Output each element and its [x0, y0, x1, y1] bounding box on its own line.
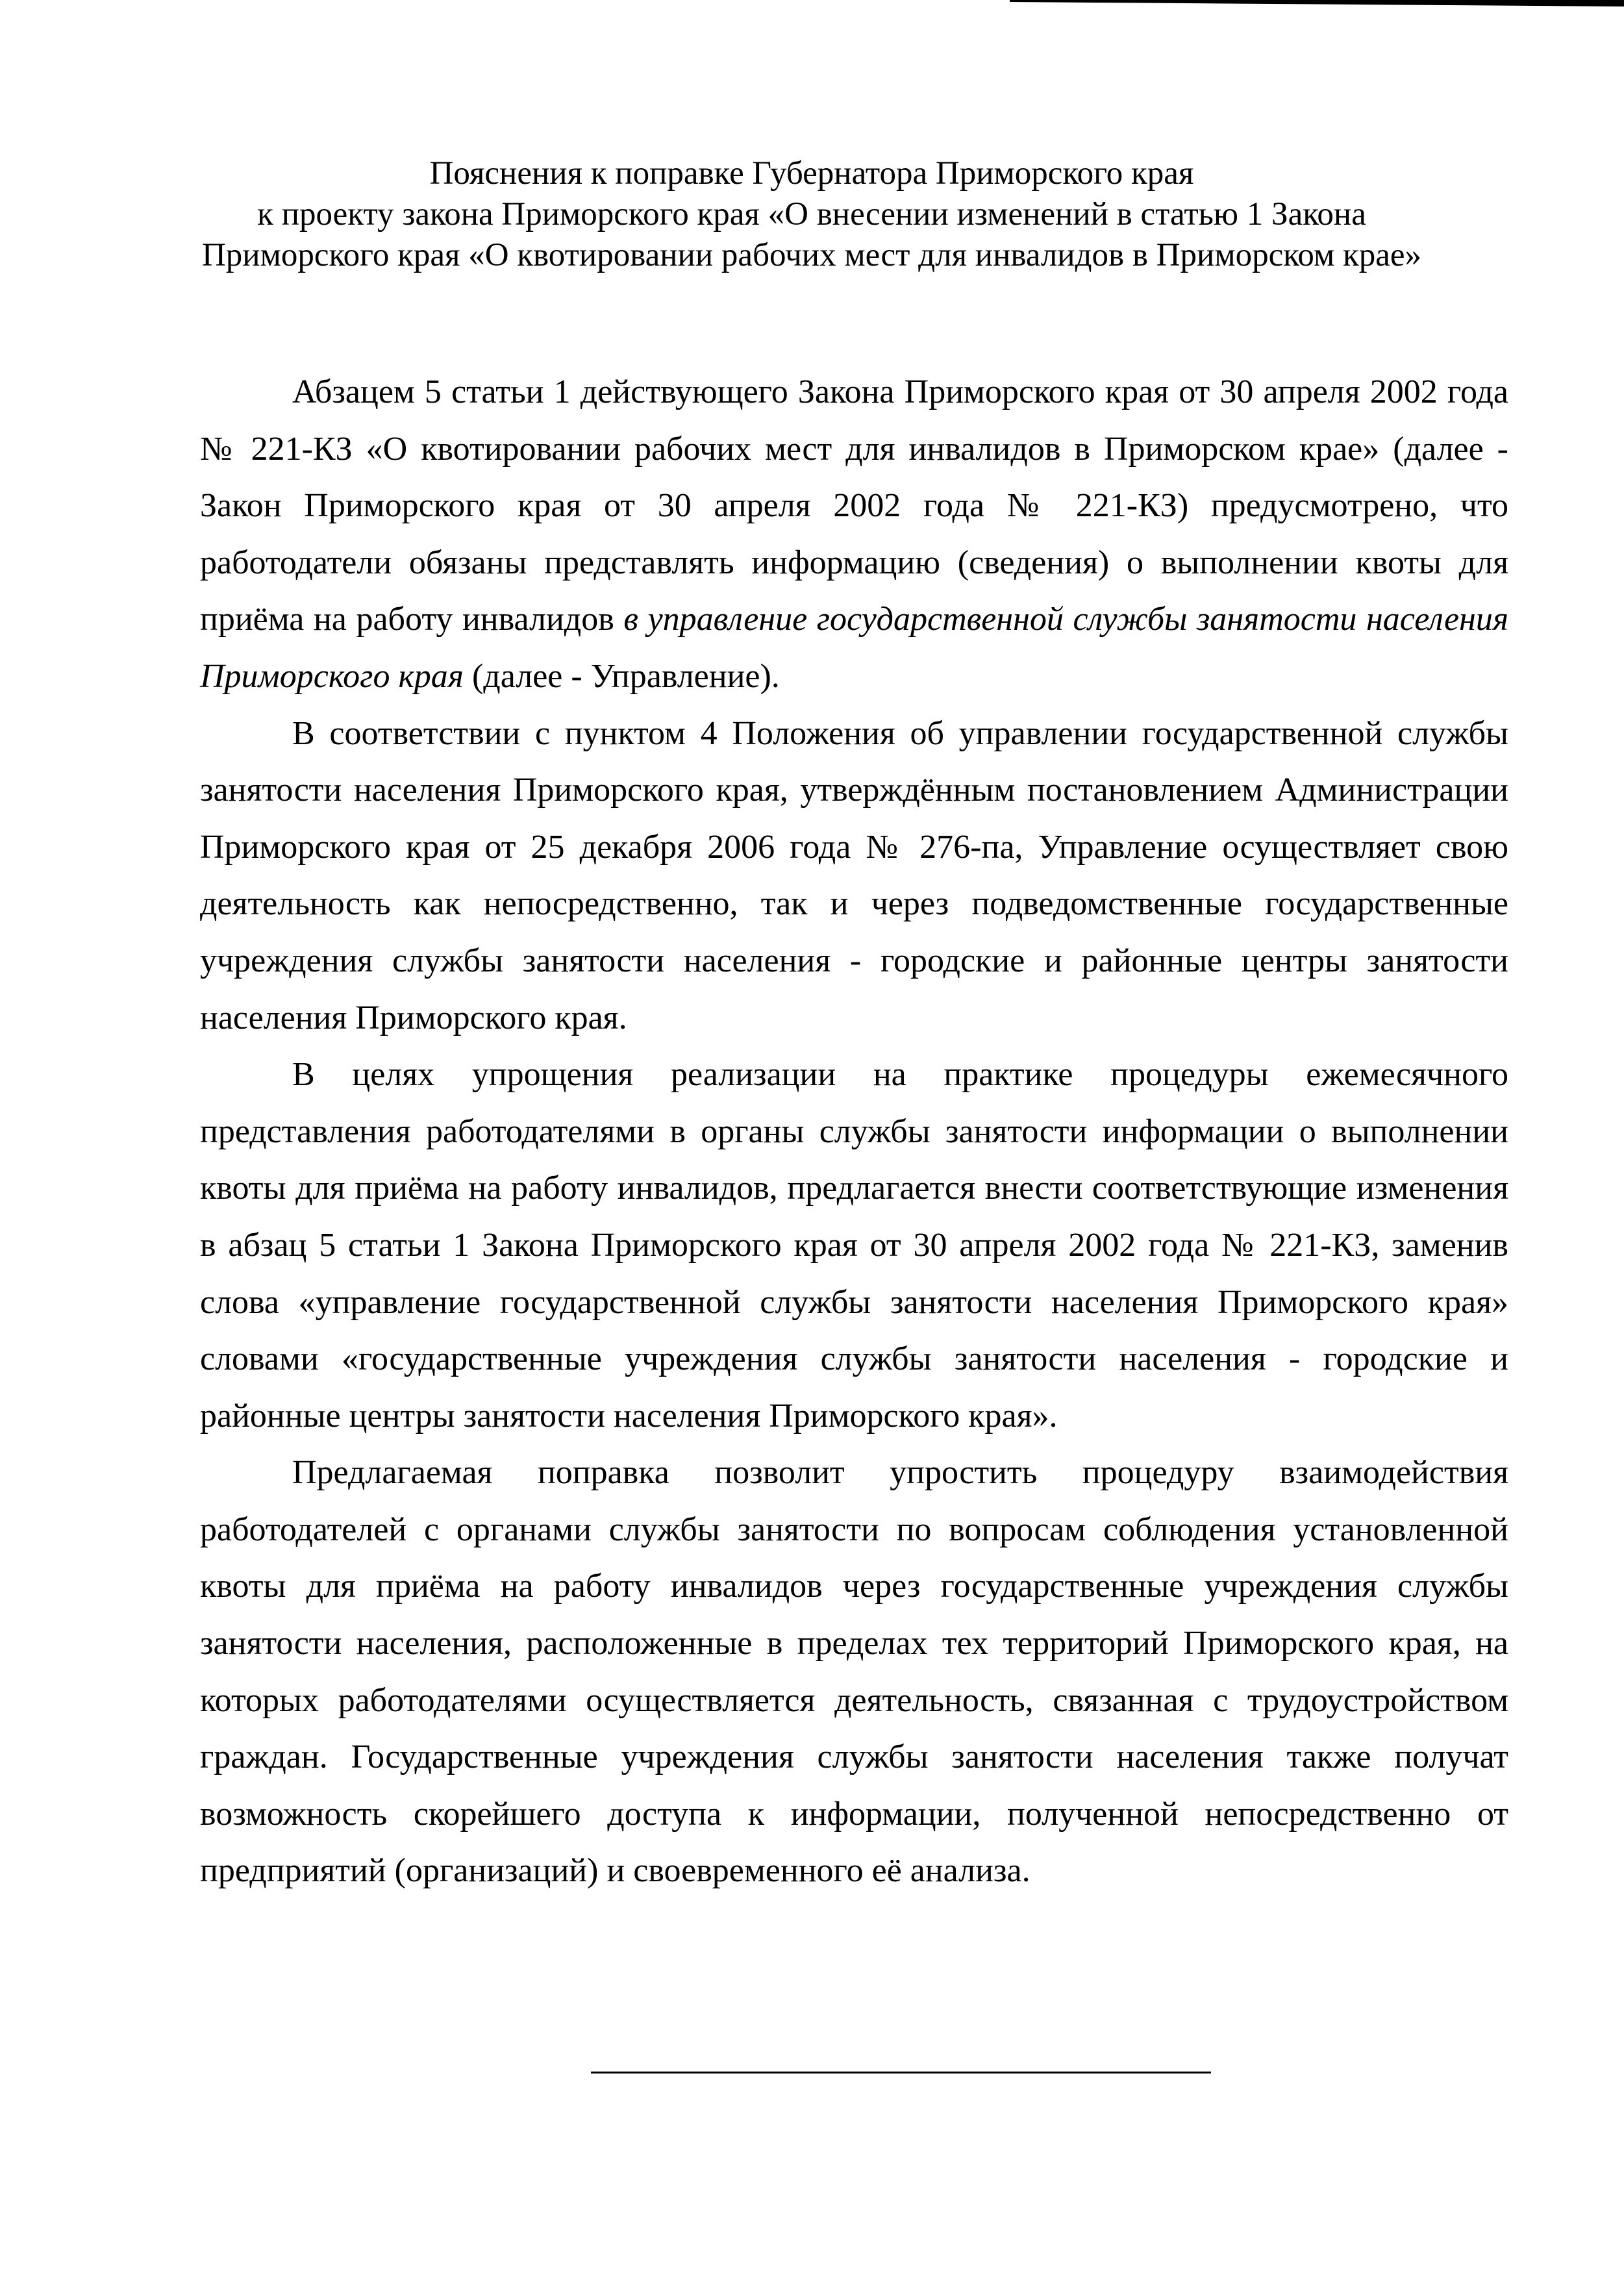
paragraph-1: [200, 364, 1508, 705]
scan-edge-artifact: [1010, 0, 1624, 6]
document-body: [200, 364, 1508, 1899]
title-line-3: Приморского края «О квотировании рабочих мест для инвалидов в Приморском крае»: [201, 237, 1422, 273]
paragraph-1-italic: в управление государственной службы занятости населения Приморского края: [200, 601, 1508, 695]
paragraph-4: Предлагаемая поправка позволит упростить процедуру взаимодействия работодателей с органами службы занятости по вопросам соблюдения установленной квоты для приёма на работу инвалидов через государственные учреждения службы занятости населения, расположенные в пределах тех территорий Приморского края, на которых работодателями осуществляется деятельность, связанная с трудоустройством граждан. Государственные учреждения службы занятости населения также получат возможность скорейшего доступа к информации, полученной непосредственно от предприятий (организаций) и своевременного её анализа.: [200, 1454, 1508, 1890]
paragraph-1-text: Абзацем 5 статьи 1 действующего Закона Приморского края от 30 апреля 2002 года № 221-КЗ «О квотировании рабочих мест для инвалидов в Приморском крае» (далее - Закон Приморского края от 30 апреля 2002 года № 221-КЗ) предусмотрено, что работодатели обязаны представлять информацию (сведения) о выполнении квоты для приёма на работу инвалидов: [200, 373, 1508, 638]
paragraph-3: В целях упрощения реализации на практике процедуры ежемесячного представления работодателями в органы службы занятости информации о выполнении квоты для приёма на работу инвалидов, предлагается внести соответствующие изменения в абзац 5 статьи 1 Закона Приморского края от 30 апреля 2002 года № 221-КЗ, заменив слова «управление государственной службы занятости населения Приморского края» словами «государственные учреждения службы занятости населения - городские и районные центры занятости населения Приморского края».: [200, 1056, 1508, 1434]
document-title: [195, 153, 1429, 276]
title-line-2: к проекту закона Приморского края «О внесении изменений в статью 1 Закона: [257, 196, 1366, 232]
title-line-1: Пояснения к поправке Губернатора Приморского края: [429, 155, 1194, 192]
paragraph-1-end: (далее - Управление).: [463, 657, 780, 695]
paragraph-2: В соответствии с пунктом 4 Положения об управлении государственной службы занятости населения Приморского края, утверждённым постановлением Администрации Приморского края от 25 декабря 2006 года № 276-па, Управление осуществляет свою деятельность как непосредственно, так и через подведомственные государственные учреждения службы занятости населения - городские и районные центры занятости населения Приморского края.: [200, 714, 1508, 1036]
closing-divider: [591, 2072, 1211, 2073]
